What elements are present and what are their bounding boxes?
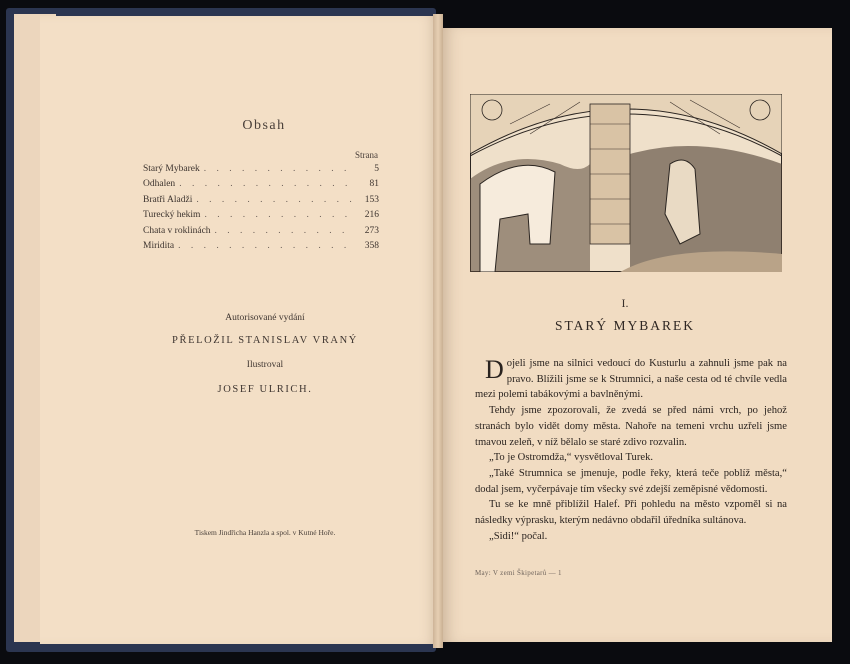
page-footline: May: V zemi Škipetarů — 1: [475, 569, 562, 577]
paragraph: [475, 356, 787, 403]
paragraph: „Také Strumnica se jmenuje, podle řeky, která teče poblíž města,“ dodal jsem, vyčerpávaje tím všecky své zdejší zeměpisné vědomosti.: [475, 467, 787, 495]
paragraph: Tehdy jsme zpozorovali, že zvedá se před námi vrch, po jehož stranách bylo vidět domy města. Nahoře na temeni vrchu uzřeli jsme tmavou zeleň, v níž bělalo se staré zdivo rozvalin.: [475, 405, 787, 448]
paragraph: „Sidi!“ počal.: [489, 530, 548, 542]
toc-entry-title: Starý Mybarek: [143, 164, 200, 174]
toc-entry-title: Turecký hekim: [143, 210, 201, 221]
chapter-number: I.: [621, 296, 629, 310]
authorized-edition-note: Autorisované vydání: [225, 313, 305, 323]
toc-entry: [143, 210, 379, 225]
toc-entry: [143, 195, 379, 210]
toc-entry-page: 358: [364, 240, 379, 251]
toc-entry-title: Chata v roklinách: [143, 225, 211, 236]
toc-entry: [143, 179, 379, 194]
toc-leader-dots: [179, 179, 353, 189]
toc-entry-title: Odhalen: [143, 179, 176, 190]
toc-leader-dots: [215, 226, 353, 236]
paragraph-text: ojeli jsme na silnici vedoucí do Kusturlu a zahnuli jsme pak na pravo. Blížili jsme se k Strumnici, a naše cesta od té chvíle vedla mezi polemi tabákovými a bavlněnými.: [475, 358, 787, 401]
toc-title: Obsah: [242, 118, 286, 133]
toc-entry-page: 81: [369, 179, 379, 190]
illustrator-credit: JOSEF ULRICH.: [217, 384, 313, 395]
illustrated-label: Ilustroval: [246, 360, 284, 370]
toc-entry-title: Bratři Aladži: [143, 194, 193, 205]
chapter-body: [475, 356, 787, 544]
toc-column-header: Strana: [355, 150, 378, 160]
toc-entry-page: 5: [374, 164, 379, 174]
toc-entry-page: 273: [364, 225, 379, 236]
toc-entry-title: Miridita: [143, 240, 175, 251]
toc-entry: [143, 241, 379, 256]
toc-entry: [143, 226, 379, 241]
toc-leader-dots: [196, 195, 353, 205]
toc-entry: [143, 164, 379, 179]
toc-list: [143, 164, 379, 256]
toc-leader-dots: [204, 210, 353, 220]
chapter-title: STARÝ MYBAREK: [554, 318, 696, 333]
left-page: [40, 16, 438, 644]
toc-leader-dots: [204, 164, 353, 174]
translator-credit: PŘELOŽIL STANISLAV VRANÝ: [172, 335, 358, 346]
toc-entry-page: 216: [364, 210, 379, 221]
toc-entry-page: 153: [364, 194, 379, 205]
paragraph: „To je Ostromdža,“ vysvětloval Turek.: [489, 452, 654, 464]
book-gutter: [433, 14, 443, 648]
drop-cap: D: [485, 355, 504, 384]
paragraph: Tu se ke mně přiblížil Halef. Při pohledu na město vzpoměl si na následky výprasku, kterým nedávno obdařil úředníka sultánova.: [475, 499, 787, 527]
chapter-illustration: [470, 94, 782, 272]
printer-imprint: Tiskem Jindřicha Hanzla a spol. v Kutné Hoře.: [194, 528, 336, 537]
toc-leader-dots: [178, 241, 353, 251]
